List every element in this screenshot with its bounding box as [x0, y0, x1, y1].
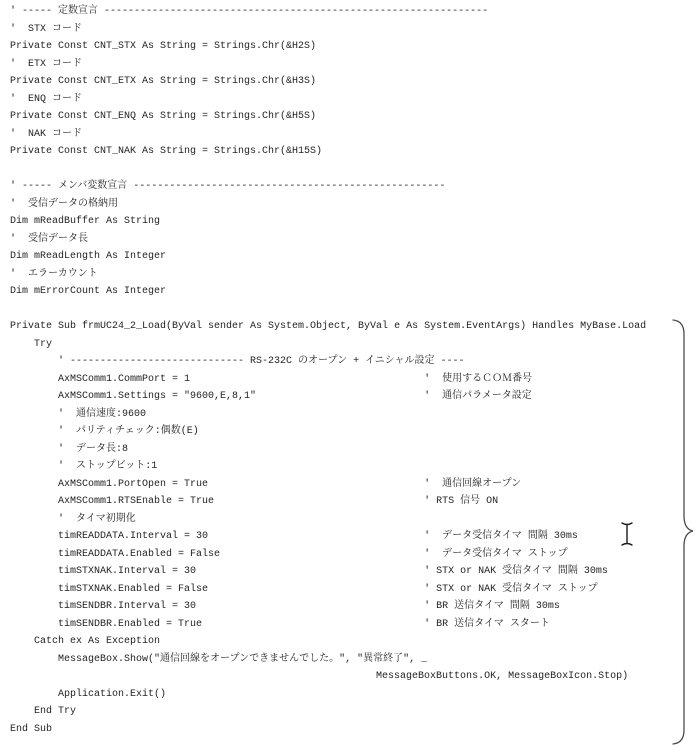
code-text: ' ----------------------------- RS-232C のオープン + イニシャル設定 ---- [58, 356, 465, 367]
code-line [10, 598, 690, 616]
code-line [10, 21, 690, 39]
code-line [10, 721, 690, 739]
code-line [10, 91, 690, 109]
code-line [10, 266, 690, 284]
code-line [10, 668, 690, 686]
code-line [10, 73, 690, 91]
inline-comment: ' RTS 信号 ON [424, 496, 499, 507]
code-text: timSTXNAK.Interval = 30 [58, 566, 197, 577]
code-text: ' データ長:8 [58, 443, 129, 455]
code-line [10, 406, 690, 424]
inline-comment: ' 使用するＣＯＭ番号 [424, 373, 533, 385]
code-text: ' ストップビット:1 [58, 461, 158, 472]
code-text: Dim mReadBuffer As String [10, 216, 161, 227]
code-text: ' ENQ コード [10, 93, 83, 105]
code-line [10, 546, 690, 564]
code-line [10, 318, 690, 336]
inline-comment: ' 通信回線オープン [424, 478, 522, 490]
code-line [10, 353, 690, 371]
code-text: timREADDATA.Enabled = False [58, 548, 221, 560]
inline-comment: ' STX or NAK 受信タイマ ストップ [424, 583, 598, 595]
code-line [10, 388, 690, 406]
code-text: AxMSComm1.RTSEnable = True [58, 496, 215, 507]
code-line [10, 336, 690, 354]
code-line [10, 301, 690, 319]
code-text: Dim mErrorCount As Integer [10, 286, 167, 297]
code-line [10, 686, 690, 704]
code-text: timSENDBR.Enabled = True [58, 618, 203, 630]
code-line [10, 616, 690, 634]
code-text: ' エラーカウント [10, 268, 98, 280]
inline-comment: ' 通信パラメータ設定 [424, 391, 532, 402]
code-text: AxMSComm1.CommPort = 1 [58, 373, 191, 385]
code-text: End Sub [10, 723, 53, 735]
code-text: Private Const CNT_ETX As String = Strings.Chr(&H3S) [10, 76, 317, 87]
inline-comment: ' BR 送信タイマ 間隔 30ms [424, 601, 560, 612]
inline-comment: ' データ受信タイマ 間隔 30ms [424, 531, 578, 542]
inline-comment: ' BR 送信タイマ スタート [424, 618, 550, 630]
code-line [10, 528, 690, 546]
code-line [10, 143, 690, 161]
code-text: ' STX コード [10, 23, 83, 35]
code-text: Private Const CNT_NAK As String = Strings.Chr(&H15S) [10, 146, 323, 157]
code-line [10, 476, 690, 494]
code-text: ' パリティチェック:偶数(E) [58, 426, 199, 437]
code-line [10, 108, 690, 126]
code-text: MessageBoxButtons.OK, MessageBoxIcon.Stop) [376, 671, 629, 682]
code-text: ' NAK コード [10, 128, 83, 140]
code-line [10, 651, 690, 669]
code-text: ' 受信データの格納用 [10, 198, 119, 210]
code-text: Private Sub frmUC24_2_Load(ByVal sender As System.Object, ByVal e As System.EventArgs) Handles MyBase.Load [10, 321, 647, 332]
code-line [10, 38, 690, 56]
code-text: Catch ex As Exception [34, 636, 161, 647]
code-line [10, 231, 690, 249]
inline-comment: ' STX or NAK 受信タイマ 間隔 30ms [424, 566, 608, 577]
code-line [10, 248, 690, 266]
code-text: End Try [34, 706, 77, 717]
code-text: Dim mReadLength As Integer [10, 251, 167, 262]
code-text: AxMSComm1.PortOpen = True [58, 478, 209, 490]
code-text: ' ----- 定数宣言 ---------------------------------------------------------------- [10, 6, 489, 17]
code-text: ' 通信速度:9600 [58, 408, 147, 420]
code-line [10, 703, 690, 721]
code-text: timREADDATA.Interval = 30 [58, 531, 209, 542]
code-text: Application.Exit() [58, 688, 167, 700]
code-line [10, 511, 690, 529]
code-line [10, 441, 690, 459]
code-text: timSTXNAK.Enabled = False [58, 583, 209, 595]
code-text: Private Const CNT_ENQ As String = Strings.Chr(&H5S) [10, 111, 317, 122]
code-text: ' ETX コード [10, 58, 83, 70]
inline-comment: ' データ受信タイマ ストップ [424, 548, 568, 560]
code-line [10, 283, 690, 301]
code-line [10, 213, 690, 231]
code-line [10, 493, 690, 511]
code-line [10, 196, 690, 214]
code-line [10, 178, 690, 196]
code-text: Private Const CNT_STX As String = Strings.Chr(&H2S) [10, 41, 317, 52]
code-line [10, 56, 690, 74]
code-text: ' タイマ初期化 [58, 513, 136, 525]
code-line [10, 581, 690, 599]
code-line [10, 563, 690, 581]
code-listing[interactable] [10, 3, 696, 738]
code-line [10, 126, 690, 144]
code-line [10, 3, 690, 21]
code-text: ' ----- メンバ変数宣言 ---------------------------------------------------- [10, 181, 446, 192]
code-line [10, 161, 690, 179]
code-text: MessageBox.Show("通信回線をオープンできませんでした。", "異常終了", _ [58, 653, 428, 665]
code-line [10, 371, 690, 389]
code-line [10, 423, 690, 441]
code-text: ' 受信データ長 [10, 233, 89, 245]
code-line [10, 458, 690, 476]
code-text: timSENDBR.Interval = 30 [58, 601, 197, 612]
code-text: Try [34, 338, 53, 350]
code-text: AxMSComm1.Settings = "9600,E,8,1" [58, 391, 257, 402]
code-line [10, 633, 690, 651]
